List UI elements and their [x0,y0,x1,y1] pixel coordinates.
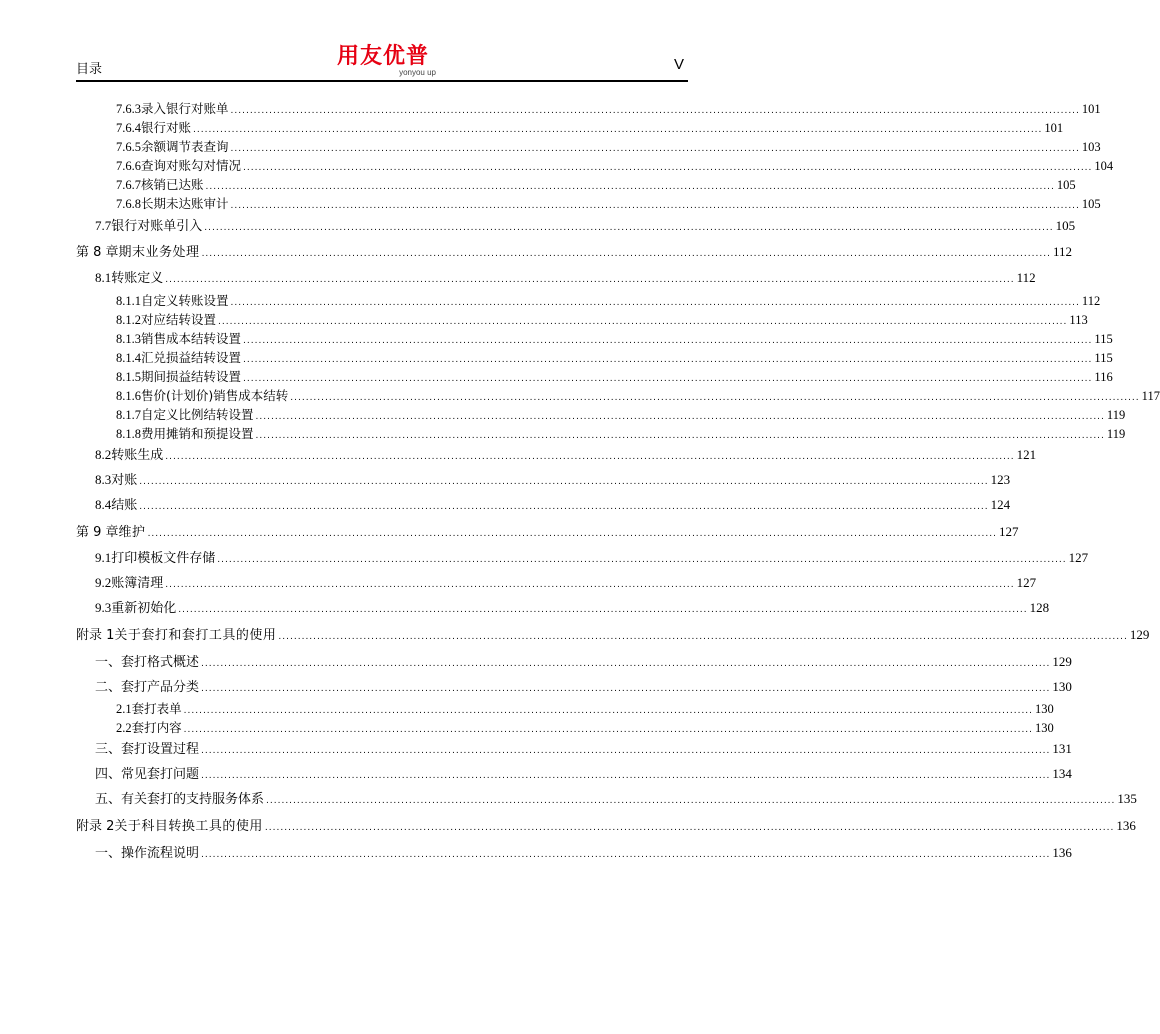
toc-dot-leader: ............................................................................................................................................................................................................................ [147,529,997,539]
toc-entry-page: 115 [1094,332,1113,346]
toc-entry[interactable] [116,157,1114,177]
toc-entry[interactable] [116,119,1064,139]
toc-entry[interactable] [116,349,1113,369]
toc-entry-page: 117 [1141,389,1160,403]
toc-entry-title: 结账 [111,498,138,513]
toc-entry-number: 7.6.8 [116,197,141,211]
toc-entry-title: 重新初始化 [111,601,177,616]
toc-entry-page: 136 [1116,818,1136,833]
toc-entry-number: 9.2 [95,575,112,590]
toc-dot-leader: ............................................................................................................................................................................................................................ [243,374,1093,384]
toc-entry[interactable] [95,653,1072,673]
logo-subtitle: yonyou up [399,68,436,77]
page-header [76,44,688,82]
toc-entry-page: 130 [1035,721,1054,735]
toc-entry-page: 131 [1052,741,1072,756]
toc-entry-number: 第 8 章 [76,245,119,260]
toc-entry-number: 9.1 [95,550,112,565]
toc-entry[interactable] [116,719,1054,739]
toc-entry[interactable] [95,496,1011,516]
toc-entry-number: 附录 2 [76,819,115,834]
toc-entry-title: 余额调节表查询 [141,139,229,154]
toc-dot-leader: ............................................................................................................................................................................................................................ [278,632,1128,642]
toc-entry-title: 核销已达账 [141,177,204,192]
toc-entry-page: 134 [1052,766,1072,781]
toc-entry[interactable] [116,425,1126,445]
toc-entry-number: 第 9 章 [76,525,119,540]
toc-entry[interactable] [95,574,1037,594]
toc-entry-title: 一、操作流程说明 [95,846,200,861]
toc-entry-title: 套打内容 [131,720,182,735]
toc-dot-leader: ............................................................................................................................................................................................................................ [201,850,1051,860]
toc-entry-page: 101 [1044,121,1064,135]
toc-dot-leader: ............................................................................................................................................................................................................................ [243,355,1093,365]
toc-entry-number: 7.6.6 [116,159,141,173]
toc-entry-number: 附录 1 [76,628,115,643]
toc-entry-title: 录入银行对账单 [141,101,229,116]
toc-entry-title: 期末业务处理 [118,245,200,260]
toc-dot-leader: ............................................................................................................................................................................................................................ [264,823,1115,833]
toc-entry-number: 2.1 [116,702,132,716]
toc-entry-page: 104 [1094,159,1114,173]
toc-entry-page: 112 [1081,294,1101,308]
toc-entry-title: 维护 [118,525,146,540]
toc-entry-page: 105 [1056,178,1076,192]
toc-entry-number: 7.6.5 [116,140,141,154]
toc-entry[interactable] [95,217,1076,237]
toc-entry[interactable] [116,368,1113,388]
toc-entry-page: 135 [1117,791,1137,806]
toc-dot-leader: ............................................................................................................................................................................................................................ [243,163,1093,173]
toc-entry-number: 8.1.7 [116,408,141,422]
toc-entry-title: 五、有关套打的支持服务体系 [95,792,265,807]
toc-entry-title: 关于套打和套打工具的使用 [114,628,277,643]
toc-entry-title: 转账生成 [111,448,164,463]
toc-entry-title: 银行对账 [141,120,192,135]
toc-entry-page: 129 [1129,627,1150,642]
toc-entry-title: 售价(计划价)销售成本结转 [141,388,289,403]
toc-entry-number: 8.1.5 [116,370,141,384]
header-section-title: 目录 [76,62,103,77]
toc-entry-page: 115 [1094,351,1113,365]
toc-entry-number: 8.3 [95,472,112,487]
toc-entry-title: 查询对账勾对情况 [141,158,242,173]
toc-dot-leader: ............................................................................................................................................................................................................................ [183,706,1034,716]
toc-entry-page: 119 [1106,408,1126,422]
toc-entry-page: 130 [1052,679,1072,694]
toc-dot-leader: ............................................................................................................................................................................................................................ [205,182,1055,192]
toc-entry-number: 8.1 [95,270,112,285]
toc-dot-leader: ............................................................................................................................................................................................................................ [183,725,1034,735]
toc-entry-page: 105 [1081,197,1101,211]
toc-dot-leader: ............................................................................................................................................................................................................................ [230,201,1080,211]
toc-entry-title: 关于科目转换工具的使用 [114,819,263,834]
toc-dot-leader: ............................................................................................................................................................................................................................ [230,144,1080,154]
toc-dot-leader: ............................................................................................................................................................................................................................ [290,393,1140,403]
toc-entry[interactable] [116,100,1101,120]
toc-entry-page: 105 [1055,218,1076,233]
toc-entry[interactable] [76,243,1072,263]
toc-dot-leader: ............................................................................................................................................................................................................................ [165,580,1015,590]
toc-entry-title: 银行对账单引入 [111,219,203,234]
toc-entry-number: 7.7 [95,218,112,233]
toc-entry[interactable] [95,269,1036,289]
header-divider [76,80,688,82]
toc-entry-number: 7.6.7 [116,178,141,192]
toc-entry-title: 账簿清理 [111,576,164,591]
toc-dot-leader: ............................................................................................................................................................................................................................ [266,796,1116,806]
toc-entry-number: 8.1.4 [116,351,141,365]
toc-dot-leader: ............................................................................................................................................................................................................................ [218,317,1068,327]
toc-dot-leader: ............................................................................................................................................................................................................................ [255,412,1105,422]
toc-entry[interactable] [116,292,1101,312]
toc-entry-page: 124 [990,497,1011,512]
toc-entry-page: 130 [1035,702,1054,716]
toc-entry[interactable] [76,523,1019,543]
toc-entry-number: 8.4 [95,497,112,512]
toc-entry[interactable] [116,387,1160,407]
toc-entry-title: 自定义转账设置 [141,293,229,308]
toc-entry-page: 128 [1029,600,1050,615]
toc-entry-number: 7.6.4 [116,121,141,135]
toc-entry-page: 136 [1052,845,1072,860]
toc-entry-title: 自定义比例结转设置 [141,407,254,422]
toc-entry-title: 二、套打产品分类 [95,680,200,695]
toc-entry-title: 汇兑损益结转设置 [141,350,242,365]
toc-entry-page: 127 [1068,550,1089,565]
toc-dot-leader: ............................................................................................................................................................................................................................ [165,452,1015,462]
toc-entry-number: 8.1.2 [116,313,141,327]
toc-entry[interactable] [76,817,1136,837]
toc-entry[interactable] [95,765,1072,785]
toc-entry-number: 8.2 [95,447,112,462]
toc-entry[interactable] [116,406,1126,426]
toc-entry[interactable] [95,599,1050,619]
toc-entry-page: 116 [1094,370,1113,384]
toc-entry-title: 期间损益结转设置 [141,369,242,384]
toc-entry[interactable] [116,330,1113,350]
toc-entry-number: 9.3 [95,600,112,615]
toc-dot-leader: ............................................................................................................................................................................................................................ [230,106,1080,116]
page-number-roman: V [673,56,684,73]
toc-entry[interactable] [95,446,1037,466]
toc-entry-number: 7.6.3 [116,102,141,116]
toc-entry[interactable] [95,471,1011,491]
toc-entry[interactable] [116,311,1088,331]
toc-entry-title: 销售成本结转设置 [141,331,242,346]
toc-entry-title: 对应结转设置 [141,312,217,327]
toc-dot-leader: ............................................................................................................................................................................................................................ [201,684,1051,694]
toc-dot-leader: ............................................................................................................................................................................................................................ [201,771,1051,781]
toc-entry-number: 2.2 [116,721,132,735]
toc-dot-leader: ............................................................................................................................................................................................................................ [243,336,1093,346]
toc-entry-title: 长期未达账审计 [141,196,229,211]
toc-entry-page: 112 [1052,244,1072,259]
toc-entry-page: 127 [1016,575,1037,590]
toc-dot-leader: ............................................................................................................................................................................................................................ [255,431,1105,441]
toc-entry[interactable] [116,700,1054,720]
toc-dot-leader: ............................................................................................................................................................................................................................ [230,298,1080,308]
toc-entry[interactable] [95,549,1089,569]
toc-dot-leader: ............................................................................................................................................................................................................................ [201,746,1051,756]
toc-entry[interactable] [116,195,1101,215]
toc-entry-page: 123 [990,472,1011,487]
toc-entry-title: 一、套打格式概述 [95,655,200,670]
toc-entry-page: 127 [998,524,1019,539]
toc-dot-leader: ............................................................................................................................................................................................................................ [139,477,989,487]
toc-entry[interactable] [95,678,1072,698]
toc-dot-leader: ............................................................................................................................................................................................................................ [217,555,1067,565]
toc-entry-number: 8.1.1 [116,294,141,308]
toc-entry[interactable] [95,844,1072,864]
company-logo [330,44,436,82]
toc-entry[interactable] [76,626,1150,646]
toc-entry-title: 三、套打设置过程 [95,742,200,757]
toc-entry-page: 119 [1106,427,1126,441]
toc-dot-leader: ............................................................................................................................................................................................................................ [178,605,1028,615]
toc-entry-title: 转账定义 [111,271,164,286]
toc-entry-page: 129 [1052,654,1072,669]
toc-entry-page: 121 [1016,447,1037,462]
toc-entry-title: 四、常见套打问题 [95,767,200,782]
toc-entry[interactable] [95,740,1072,760]
toc-entry-number: 8.1.8 [116,427,141,441]
toc-entry-page: 101 [1081,102,1101,116]
toc-entry[interactable] [95,790,1137,810]
toc-entry-title: 套打表单 [131,701,182,716]
toc-dot-leader: ............................................................................................................................................................................................................................ [165,275,1015,285]
toc-entry-title: 打印模板文件存储 [111,551,216,566]
toc-entry-title: 对账 [111,473,138,488]
toc-entry-page: 103 [1081,140,1101,154]
toc-entry[interactable] [116,176,1076,196]
toc-dot-leader: ............................................................................................................................................................................................................................ [139,502,989,512]
toc-entry[interactable] [116,138,1101,158]
toc-entry-number: 8.1.6 [116,389,141,403]
toc-entry-page: 113 [1069,313,1088,327]
toc-entry-number: 8.1.3 [116,332,141,346]
logo-wordmark: 用友优普 [336,44,429,69]
toc-dot-leader: ............................................................................................................................................................................................................................ [193,125,1043,135]
toc-entry-page: 112 [1016,270,1036,285]
toc-dot-leader: ............................................................................................................................................................................................................................ [201,659,1051,669]
toc-entry-title: 费用摊销和预提设置 [141,426,254,441]
toc-dot-leader: ............................................................................................................................................................................................................................ [204,223,1054,233]
toc-dot-leader: ............................................................................................................................................................................................................................ [201,249,1051,259]
